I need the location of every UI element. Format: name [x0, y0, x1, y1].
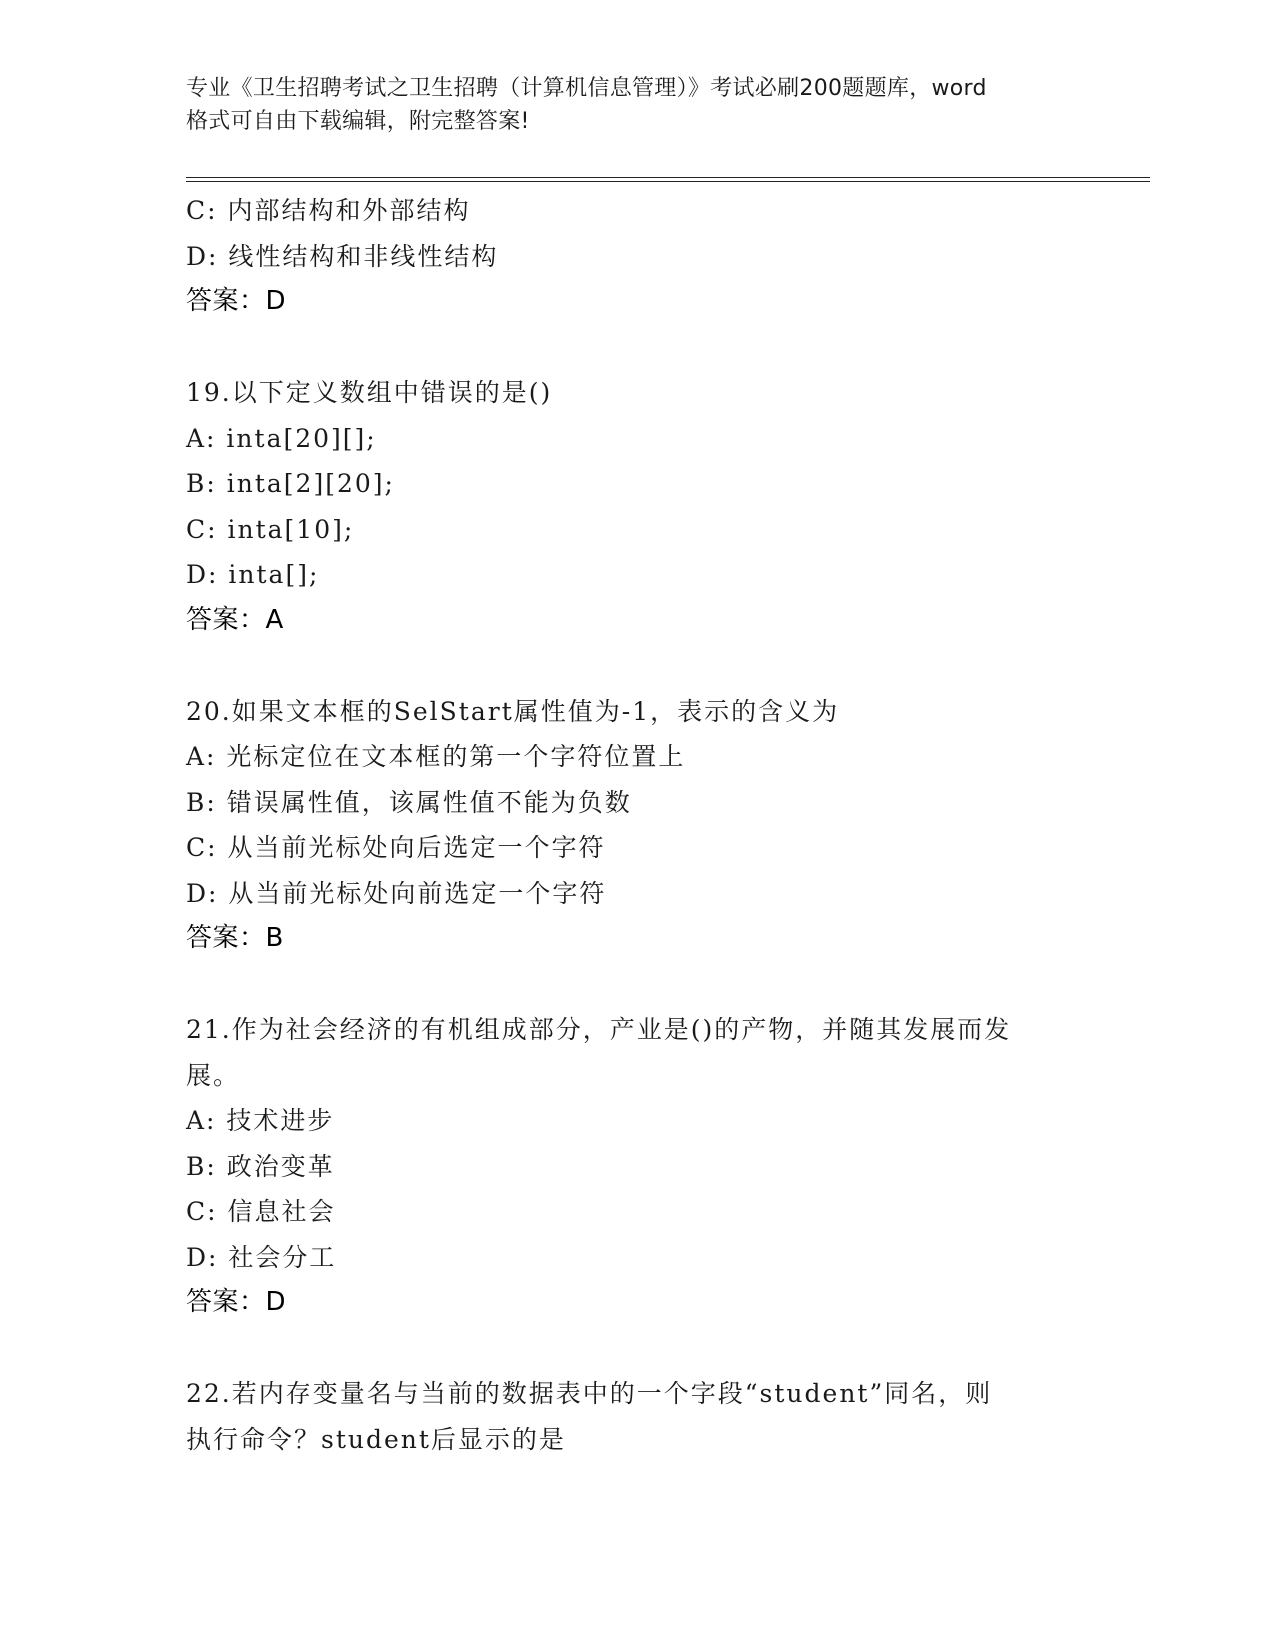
spacer — [186, 1326, 1086, 1372]
header-line-1: 专业《卫生招聘考试之卫生招聘（计算机信息管理）》考试必刷200题题库，word — [186, 76, 987, 101]
question-stem-line-1: 21.作为社会经济的有机组成部分，产业是()的产物，并随其发展而发 — [186, 1015, 1012, 1044]
question-stem-line-1: 22.若内存变量名与当前的数据表中的一个字段“student”同名，则 — [186, 1379, 993, 1408]
option-b: B: inta[2][20]; — [186, 469, 395, 498]
option-d: D: 社会分工 — [186, 1242, 337, 1272]
answer-line: 答案：D — [186, 286, 287, 316]
spacer — [186, 643, 1086, 689]
option-c: C: inta[10]; — [186, 514, 355, 544]
header-rule-top — [186, 177, 1150, 178]
option-b: B: 错误属性值，该属性值不能为负数 — [186, 787, 632, 817]
document-header — [186, 72, 1086, 138]
option-a: A: 光标定位在文本框的第一个字符位置上 — [186, 742, 686, 771]
option-c: C: 内部结构和外部结构 — [186, 196, 471, 225]
question-stem-line-2: 执行命令？student后显示的是 — [186, 1424, 566, 1454]
question-stem-line-2: 展。 — [186, 1060, 241, 1090]
answer-line: 答案：D — [186, 1287, 287, 1317]
question-block-20 — [186, 689, 1086, 962]
question-block-prev — [186, 188, 1086, 325]
option-a: A: 技术进步 — [186, 1106, 335, 1135]
option-a: A: inta[20][]; — [186, 423, 377, 453]
question-block-21 — [186, 1007, 1086, 1326]
spacer — [186, 962, 1086, 1008]
document-body — [186, 188, 1086, 1462]
option-d: D: 从当前光标处向前选定一个字符 — [186, 878, 607, 908]
option-b: B: 政治变革 — [186, 1151, 335, 1181]
header-line-2: 格式可自由下载编辑，附完整答案! — [186, 109, 530, 134]
option-c: C: 从当前光标处向后选定一个字符 — [186, 833, 606, 862]
option-d: D: inta[]; — [186, 560, 320, 589]
question-stem: 20.如果文本框的SelStart属性值为-1，表示的含义为 — [186, 696, 840, 726]
answer-line: 答案：A — [186, 604, 284, 635]
option-c: C: 信息社会 — [186, 1197, 336, 1226]
question-stem: 19.以下定义数组中错误的是() — [186, 378, 553, 407]
question-block-19 — [186, 370, 1086, 643]
spacer — [186, 325, 1086, 371]
header-rule-bottom — [186, 181, 1150, 182]
option-d: D: 线性结构和非线性结构 — [186, 241, 499, 271]
answer-line: 答案：B — [186, 923, 284, 953]
question-block-22 — [186, 1371, 1086, 1462]
